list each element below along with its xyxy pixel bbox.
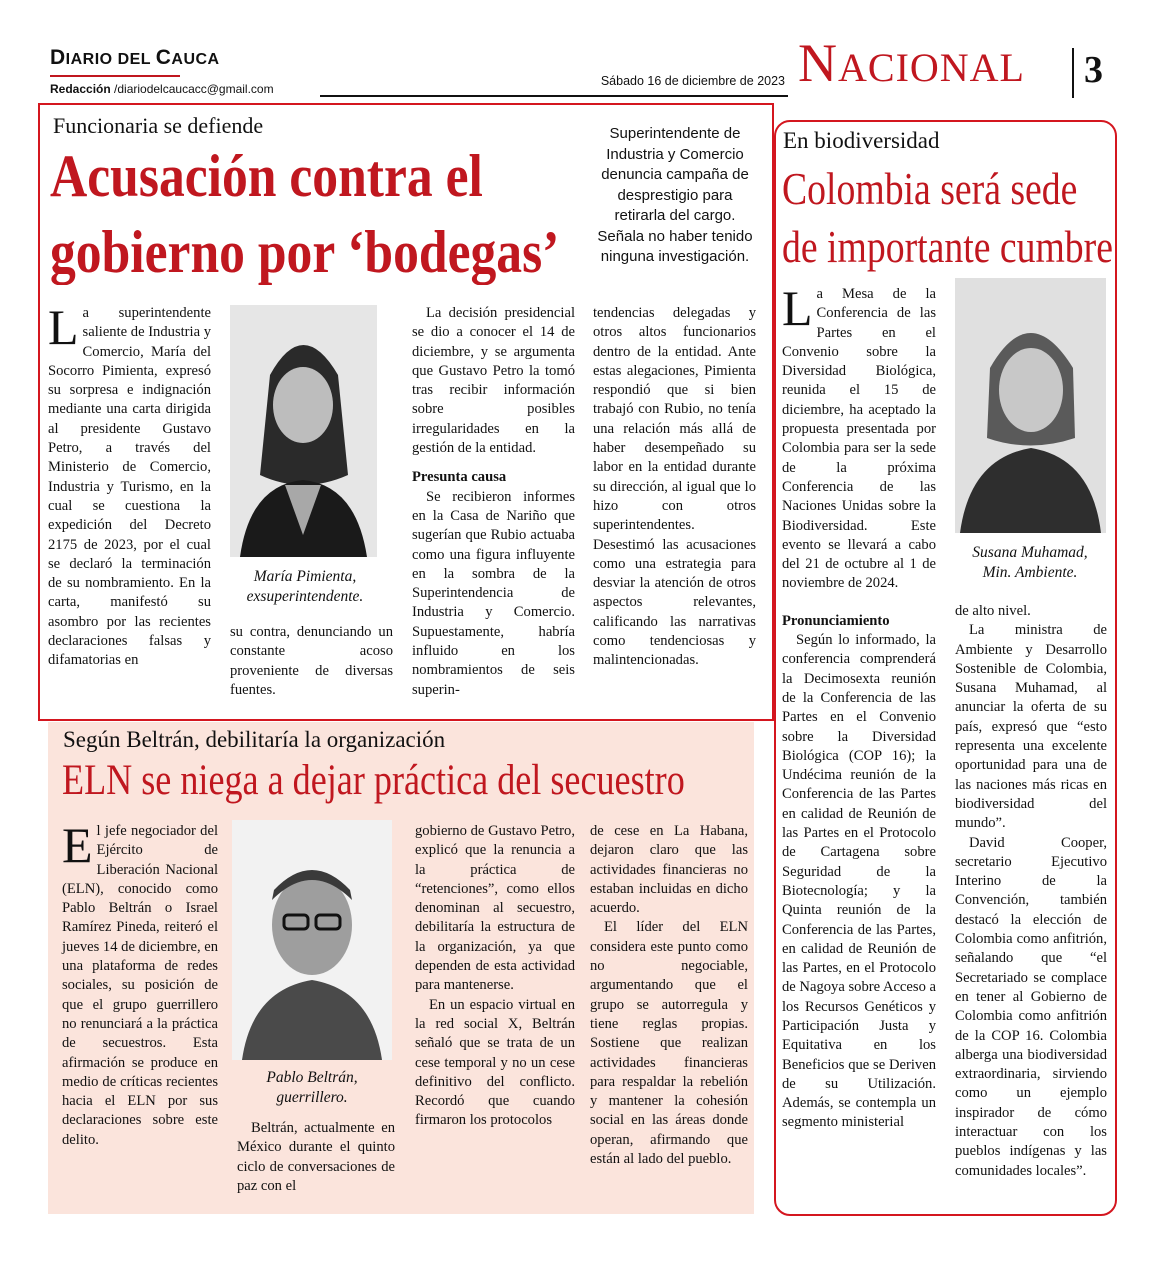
header-rule: [320, 95, 788, 97]
brand-underline: [50, 75, 180, 77]
photo-pablo-beltran: [232, 820, 392, 1060]
photo-maria-pimienta: [230, 305, 377, 557]
eln-story-col-1: El jefe negociador del Ejército de Liberación Nacional (ELN), conocido como Pablo Beltrán o Israel Ramírez Pineda, reiteró el jueves 14 de diciembre, en una plataforma de redes sociales, su posición de que el grupo guerrillero no renunciará a la práctica de secuestros. Esta afirmación se produce en medio de críticas recientes hacia el ELN por sus declaraciones sobre este delito.: [62, 817, 219, 1148]
main-story-col-3: La decisión presidencial se dio a conocer el 14 de diciembre, y se argumenta que Gustavo Petro la tomó tras recibir información sobre posibles irregularidades en la gestión de la entidad. Presunta causa Se recibieron informes en la Casa de Nariño que sugerían que Rubio actuaba como una figura influyente en la sombra de la Superintendencia de Industria y Comercio. Supuestamente, habría influido en los nombramientos de seis superin-: [412, 305, 575, 698]
main-story-col-2: su contra, denunciando un constante acoso proveniente de diversas fuentes.: [230, 624, 393, 698]
eln-story-col-3: gobierno de Gustavo Petro, explicó que la renuncia a la práctica de “retenciones”, como ellos denominan al secuestro, debilitaría la estructura de la organización, ya que dependen de esta actividad para mantenerse. En un espacio virtual en la red social X, Beltrán señaló que se trata de un cese temporal y no un cese definitivo del conflicto. Recordó que cuando firmaron los protocolos: [415, 823, 575, 1129]
cop-story-col-1: La Mesa de la Conferencia de las Partes en el Convenio sobre la Diversidad Biológica, reunida el 15 de diciembre, ha aceptado la propuesta presentada por Colombia para ser la sede de la próxima Conferencia de las Naciones Unidas sobre la Biodiversidad. Este evento se llevará a cabo del 21 de octubre al 1 de noviembre de 2024. Pronunciamiento Según lo informado, la conferencia comprenderá la Decimosexta reunión de la Conferencia de las Partes en el Convenio sobre la Diversidad Biológica (COP 16); la Undécima reunión de la Conferencia de las Partes en calidad de Reunión de las Partes en el Protocolo de Cartagena sobre Seguridad de la Biotecnología; y la Quinta reunión de la Conferencia de las Partes, en calidad de Reunión de las Partes, en el Protocolo de Nagoya sobre Acceso a los Recursos Genéticos y Participación Justa y Equitativa en los Beneficios que se Deriven de su Utilización. Además, se contempla un segmento ministerial: [782, 280, 936, 1131]
redaccion-email: /diariodelcaucacc@gmail.com: [110, 82, 274, 96]
eln-story-col-4: de cese en La Habana, dejaron claro que las actividades financieras no estaban incluidas en dicho acuerdo. El líder del ELN considera este punto como no negociable, argumentando que el grupo se autorregula y tiene reglas propias. Sostiene que realizan actividades financieras para respaldar la rebelión y mantener la cohesión social en las áreas donde operan, afirmando que están al lado del pueblo.: [590, 823, 748, 1168]
issue-date: Sábado 16 de diciembre de 2023: [600, 74, 785, 88]
redaccion-line: [50, 82, 274, 96]
subhead-pronunciamiento: Pronunciamiento: [782, 612, 890, 629]
cop-story-col-2: de alto nivel. La ministra de Ambiente y Desarrollo Sostenible de Colombia, Susana Muhamad, al anunciar la oferta de su país, expresó que “esto representa una excelente oportunidad para una de las naciones más ricas en biodiversidad del mundo”. David Cooper, secretario Ejecutivo Interino de la Convención, también destacó la elección de Colombia como anfitrión, señalando que “el Secretariado se complace en tener al Gobierno de Colombia como anfitrión de la COP 16. Colombia alberga una biodiversidad extraordinaria, sirviendo como un ejemplo inspirador de cómo interactuar con los pueblos indígenas y las comunidades locales”.: [955, 603, 1107, 1179]
redaccion-label: Redacción: [50, 82, 111, 96]
newspaper-brand: DIARIO DEL CAUCA: [50, 46, 220, 69]
dropcap: L: [48, 299, 79, 355]
dropcap: E: [62, 817, 93, 873]
cop-story-headline: Colombia será sede de importante cumbre: [782, 163, 1113, 272]
main-story-kicker: Funcionaria se defiende: [53, 113, 264, 138]
page-number: 3: [1084, 49, 1103, 91]
eln-story-headline: ELN se niega a dejar práctica del secuestro: [62, 757, 685, 804]
cop-story-kicker: En biodiversidad: [783, 128, 940, 153]
main-story-col-4: tendencias delegadas y otros altos funcionarios dentro de la entidad. Ante estas alegaciones, Pimienta respondió que si bien trabajó con Rubio, no tenía una relación más allá de haber desempeñado su labor en la entidad durante su dirección, al igual que lo hizo con otros superintendentes. Desestimó las acusaciones como una estrategia para desviar la atención de otros aspectos relevantes, calificando las narrativas como tendenciosas y malintencionadas.: [593, 305, 756, 669]
photo-caption-beltran: Pablo Beltrán, guerrillero.: [266, 1069, 358, 1106]
main-story-deck: Superintendente de Industria y Comercio denuncia campaña de desprestigio para retirarla del cargo. Señala no haber tenido ninguna investigación.: [597, 125, 753, 265]
photo-caption-maria: María Pimienta, exsuperintendente.: [246, 568, 364, 605]
main-story-headline: Acusación contra el gobierno por ‘bodegas’: [50, 143, 560, 285]
photo-susana-muhamad: [955, 278, 1106, 533]
dropcap: L: [782, 280, 813, 336]
section-name: NACIONAL: [798, 33, 1025, 93]
section-separator: [1072, 48, 1074, 98]
main-story-col-1: La superintendente saliente de Industria y Comercio, María del Socorro Pimienta, expresó su sorpresa e indignación mediante una carta dirigida al presidente Gustavo Petro, a través del Ministerio de Comercio, Industria y Turismo, en la cual se cuestiona la expedición del Decreto 2175 de 2023, por el cual se declaró la terminación de su nombramiento. En la carta, manifestó su asombro por las recientes declaraciones falsas y difamatorias en: [48, 299, 212, 669]
eln-story-kicker: Según Beltrán, debilitaría la organización: [63, 727, 446, 752]
subhead-presunta-causa: Presunta causa: [412, 469, 507, 486]
eln-story-col-2: Beltrán, actualmente en México durante el quinto ciclo de conversaciones de paz con el: [237, 1120, 395, 1194]
photo-caption-muhamad: Susana Muhamad, Min. Ambiente.: [972, 544, 1088, 581]
